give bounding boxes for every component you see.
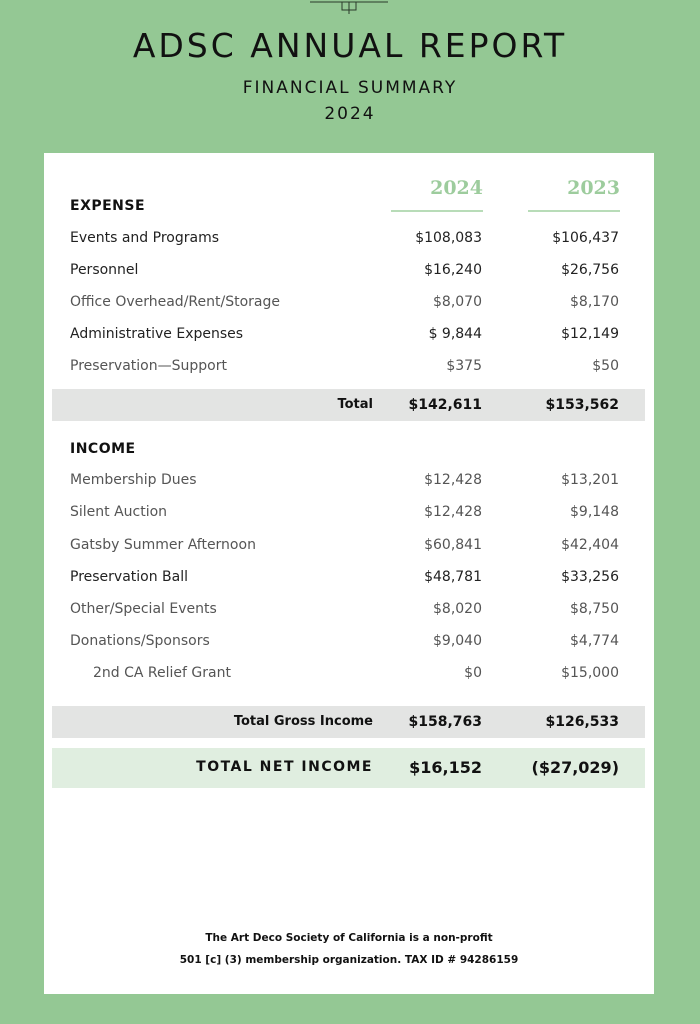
income-value-2024: $9,040	[433, 633, 482, 649]
net-income-2023: ($27,029)	[531, 758, 619, 777]
expense-row	[44, 326, 654, 350]
income-label: Donations/Sponsors	[70, 633, 210, 649]
expense-value-2023: $12,149	[561, 326, 619, 342]
income-label: Silent Auction	[70, 504, 168, 520]
income-value-2023: $9,148	[570, 504, 619, 520]
income-row	[44, 472, 654, 496]
income-value-2023: $4,774	[570, 633, 619, 649]
income-value-2023: $33,256	[561, 569, 619, 585]
expense-value-2023: $8,170	[570, 294, 619, 310]
income-value-2023: $42,404	[561, 537, 619, 553]
report-year: 2024	[324, 104, 376, 124]
income-value-2024: $12,428	[424, 504, 482, 520]
income-label: Preservation Ball	[70, 569, 189, 585]
income-label: 2nd CA Relief Grant	[93, 665, 231, 681]
expense-label: Administrative Expenses	[70, 326, 244, 342]
financial-summary-sheet	[44, 153, 654, 994]
expense-value-2024: $ 9,844	[428, 326, 482, 342]
income-label: Membership Dues	[70, 472, 197, 488]
income-row	[44, 665, 654, 689]
expense-row	[44, 262, 654, 286]
income-value-2024: $8,020	[433, 601, 482, 617]
expense-value-2023: $50	[592, 358, 619, 374]
expense-label: Events and Programs	[70, 230, 220, 246]
expense-value-2024: $16,240	[424, 262, 482, 278]
income-value-2024: $48,781	[424, 569, 482, 585]
column-header-2023: 2023	[567, 177, 620, 199]
expense-value-2023: $26,756	[561, 262, 619, 278]
expense-value-2024: $375	[446, 358, 482, 374]
expense-heading: EXPENSE	[70, 198, 146, 214]
expense-label: Personnel	[70, 262, 139, 278]
income-row	[44, 537, 654, 561]
expense-total-band	[52, 389, 645, 421]
expense-row	[44, 294, 654, 318]
expense-label: Office Overhead/Rent/Storage	[70, 294, 280, 310]
income-heading: INCOME	[70, 441, 136, 457]
income-total-2024: $158,763	[408, 714, 482, 730]
expense-total-2024: $142,611	[408, 397, 482, 413]
column-header-2024: 2024	[430, 177, 483, 199]
income-value-2024: $12,428	[424, 472, 482, 488]
income-label: Gatsby Summer Afternoon	[70, 537, 256, 553]
income-row	[44, 601, 654, 625]
expense-row	[44, 230, 654, 254]
net-income-2024: $16,152	[409, 758, 482, 777]
expense-label: Preservation—Support	[70, 358, 227, 374]
report-title: ADSC ANNUAL REPORT	[132, 26, 568, 65]
footer-line-1: The Art Deco Society of California is a non-profit	[205, 932, 493, 944]
expense-total-2023: $153,562	[545, 397, 619, 413]
expense-value-2023: $106,437	[552, 230, 619, 246]
column-underline-2024	[391, 210, 483, 212]
deco-ornament-icon	[310, 0, 388, 14]
net-income-band	[52, 748, 645, 788]
income-row	[44, 569, 654, 593]
column-underline-2023	[528, 210, 620, 212]
income-total-label: Total Gross Income	[233, 714, 373, 729]
income-value-2024: $60,841	[424, 537, 482, 553]
income-row	[44, 633, 654, 657]
income-value-2024: $0	[464, 665, 482, 681]
income-total-band	[52, 706, 645, 738]
income-total-2023: $126,533	[545, 714, 619, 730]
income-value-2023: $8,750	[570, 601, 619, 617]
income-value-2023: $15,000	[561, 665, 619, 681]
net-income-label: TOTAL NET INCOME	[196, 759, 373, 775]
expense-total-label: Total	[337, 397, 373, 412]
expense-value-2024: $108,083	[415, 230, 482, 246]
expense-value-2024: $8,070	[433, 294, 482, 310]
report-subtitle: FINANCIAL SUMMARY	[242, 78, 458, 98]
expense-row	[44, 358, 654, 382]
income-label: Other/Special Events	[70, 601, 217, 617]
income-row	[44, 504, 654, 528]
income-value-2023: $13,201	[561, 472, 619, 488]
footer-line-2: 501 [c] (3) membership organization. TAX ID # 94286159	[179, 954, 519, 966]
